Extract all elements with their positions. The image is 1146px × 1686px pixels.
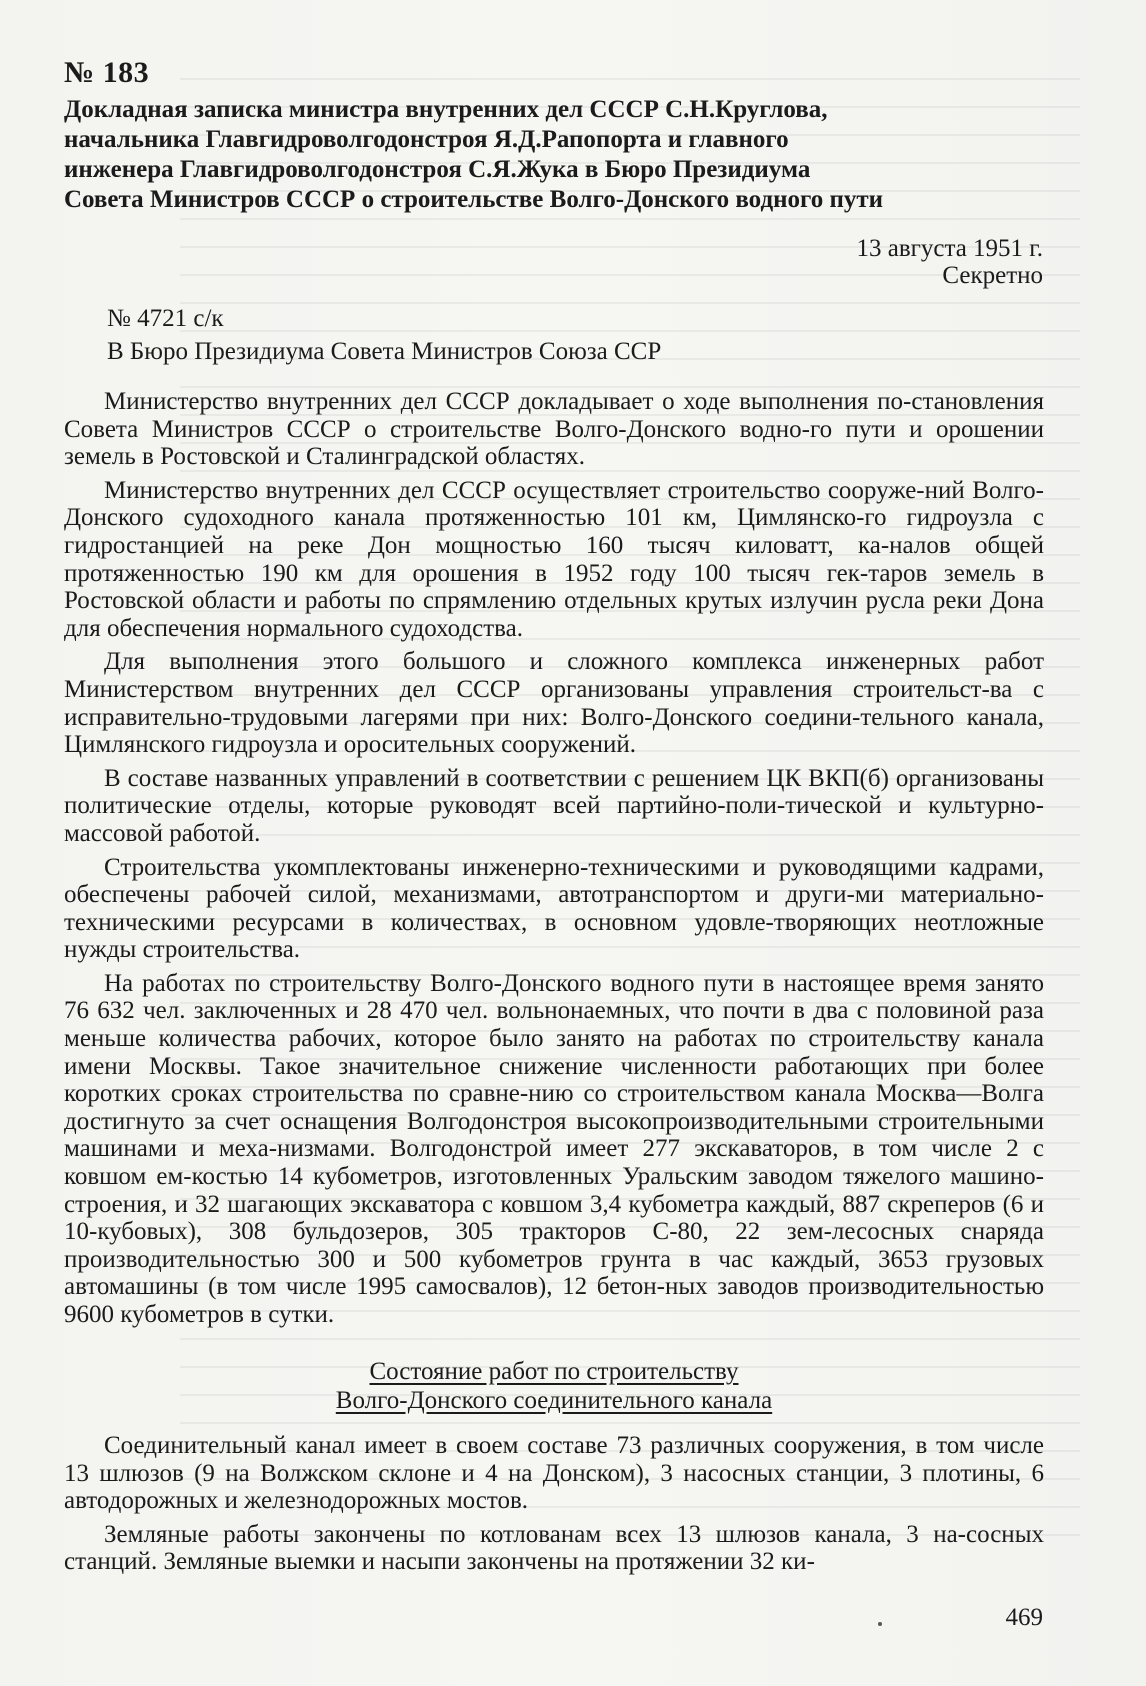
title-line: Совета Министров СССР о строительстве Волго-Донского водного пути <box>64 186 884 213</box>
title-line: инженера Главгидроволгодонстроя С.Я.Жука в Бюро Президиума <box>64 156 811 183</box>
title-line: начальника Главгидроволгодонстроя Я.Д.Рапопорта и главного <box>64 126 789 153</box>
body-text <box>64 388 1044 1329</box>
title-line: Докладная записка министра внутренних дел СССР С.Н.Круглова, <box>64 96 828 123</box>
document-date: 13 августа 1951 г. <box>856 235 1043 262</box>
paragraph: Министерство внутренних дел СССР докладывает о ходе выполнения по-становления Совета Министров СССР о строительстве Волго-Донского водно-го пути и орошении земель в Ростовской и Сталинградской областях. <box>64 388 1044 471</box>
document-title <box>64 95 1044 215</box>
paragraph: Земляные работы закончены по котлованам всех 13 шлюзов канала, 3 на-сосных станций. Земляные выемки и насыпи закончены на протяжении 32 ки- <box>64 1520 1044 1576</box>
section-body <box>64 1432 1044 1582</box>
document-number: № 183 <box>64 56 150 89</box>
paragraph: Для выполнения этого большого и сложного комплекса инженерных работ Министерством внутренних дел СССР организованы управления строительст-ва с исправительно-трудовыми лагерями при них: Волго-Донского соедини-тельного канала, Цимлянского гидроузла и оросительных сооружений. <box>64 648 1044 759</box>
addressee: В Бюро Президиума Совета Министров Союза ССР <box>107 338 662 365</box>
paragraph: Строительства укомплектованы инженерно-техническими и руководящими кадрами, обеспечены рабочей силой, механизмами, автотранспортом и други-ми материально-техническими ресурсами в количествах, в основном удовле-творяющих неотложные нужды строительства. <box>64 853 1044 964</box>
paragraph: На работах по строительству Волго-Донского водного пути в настоящее время занято 76 632 чел. заключенных и 28 470 чел. вольнонаемных, что почти в два с половиной раза меньше количества рабочих, которое было занято на работах по строительству канала имени Москвы. Такое значительное снижение численности работающих при более коротких сроках строительства по сравне-нию со строительством канала Москва—Волга достигнуто за счет оснащения Волгодонстроя высокопроизводительными строительными машинами и меха-низмами. Волгодонстрой имеет 277 экскаваторов, в том числе 2 с ковшом ем-костью 14 кубометров, изготовленных Уральским заводом тяжелого машино-строения, и 32 шагающих экскаватора с ковшом 3,4 кубометра каждый, 887 скреперов (6 и 10-кубовых), 308 бульдозеров, 305 тракторов С-80, 22 зем-лесосных снаряда производительностью 300 и 500 кубометров грунта в час каждый, 3653 грузовых автомашины (в том числе 1995 самосвалов), 12 бетон-ных заводов производительностью 9600 кубометров в сутки. <box>64 969 1044 1328</box>
paragraph: В составе названных управлений в соответствии с решением ЦК ВКП(б) организованы политические отделы, которые руководят всей партийно-поли-тической и культурно-массовой работой. <box>64 764 1044 847</box>
section-heading <box>64 1357 1044 1415</box>
paragraph: Соединительный канал имеет в своем составе 73 различных сооружения, в том числе 13 шлюзов (9 на Волжском склоне и 4 на Донском), 3 насосных станции, 3 плотины, 6 автодорожных и железнодорожных мостов. <box>64 1432 1044 1515</box>
print-dot <box>878 1622 882 1626</box>
paragraph: Министерство внутренних дел СССР осуществляет строительство сооруже-ний Волго-Донского судоходного канала протяженностью 101 км, Цимлянско-го гидроузла с гидростанцией на реке Дон мощностью 160 тысяч киловатт, ка-налов общей протяженностью 190 км для орошения в 1952 году 100 тысяч гек-таров земель в Ростовской области и работы по спрямлению отдельных крутых излучин русла реки Дона для обеспечения нормального судоходства. <box>64 476 1044 642</box>
section-heading-line: Волго-Донского соединительного канала <box>335 1387 773 1414</box>
page-number: 469 <box>1005 1604 1043 1631</box>
section-heading-line: Состояние работ по строительству <box>369 1358 739 1385</box>
classification-mark: Секретно <box>942 262 1043 289</box>
registration-number: № 4721 с/к <box>107 305 224 332</box>
